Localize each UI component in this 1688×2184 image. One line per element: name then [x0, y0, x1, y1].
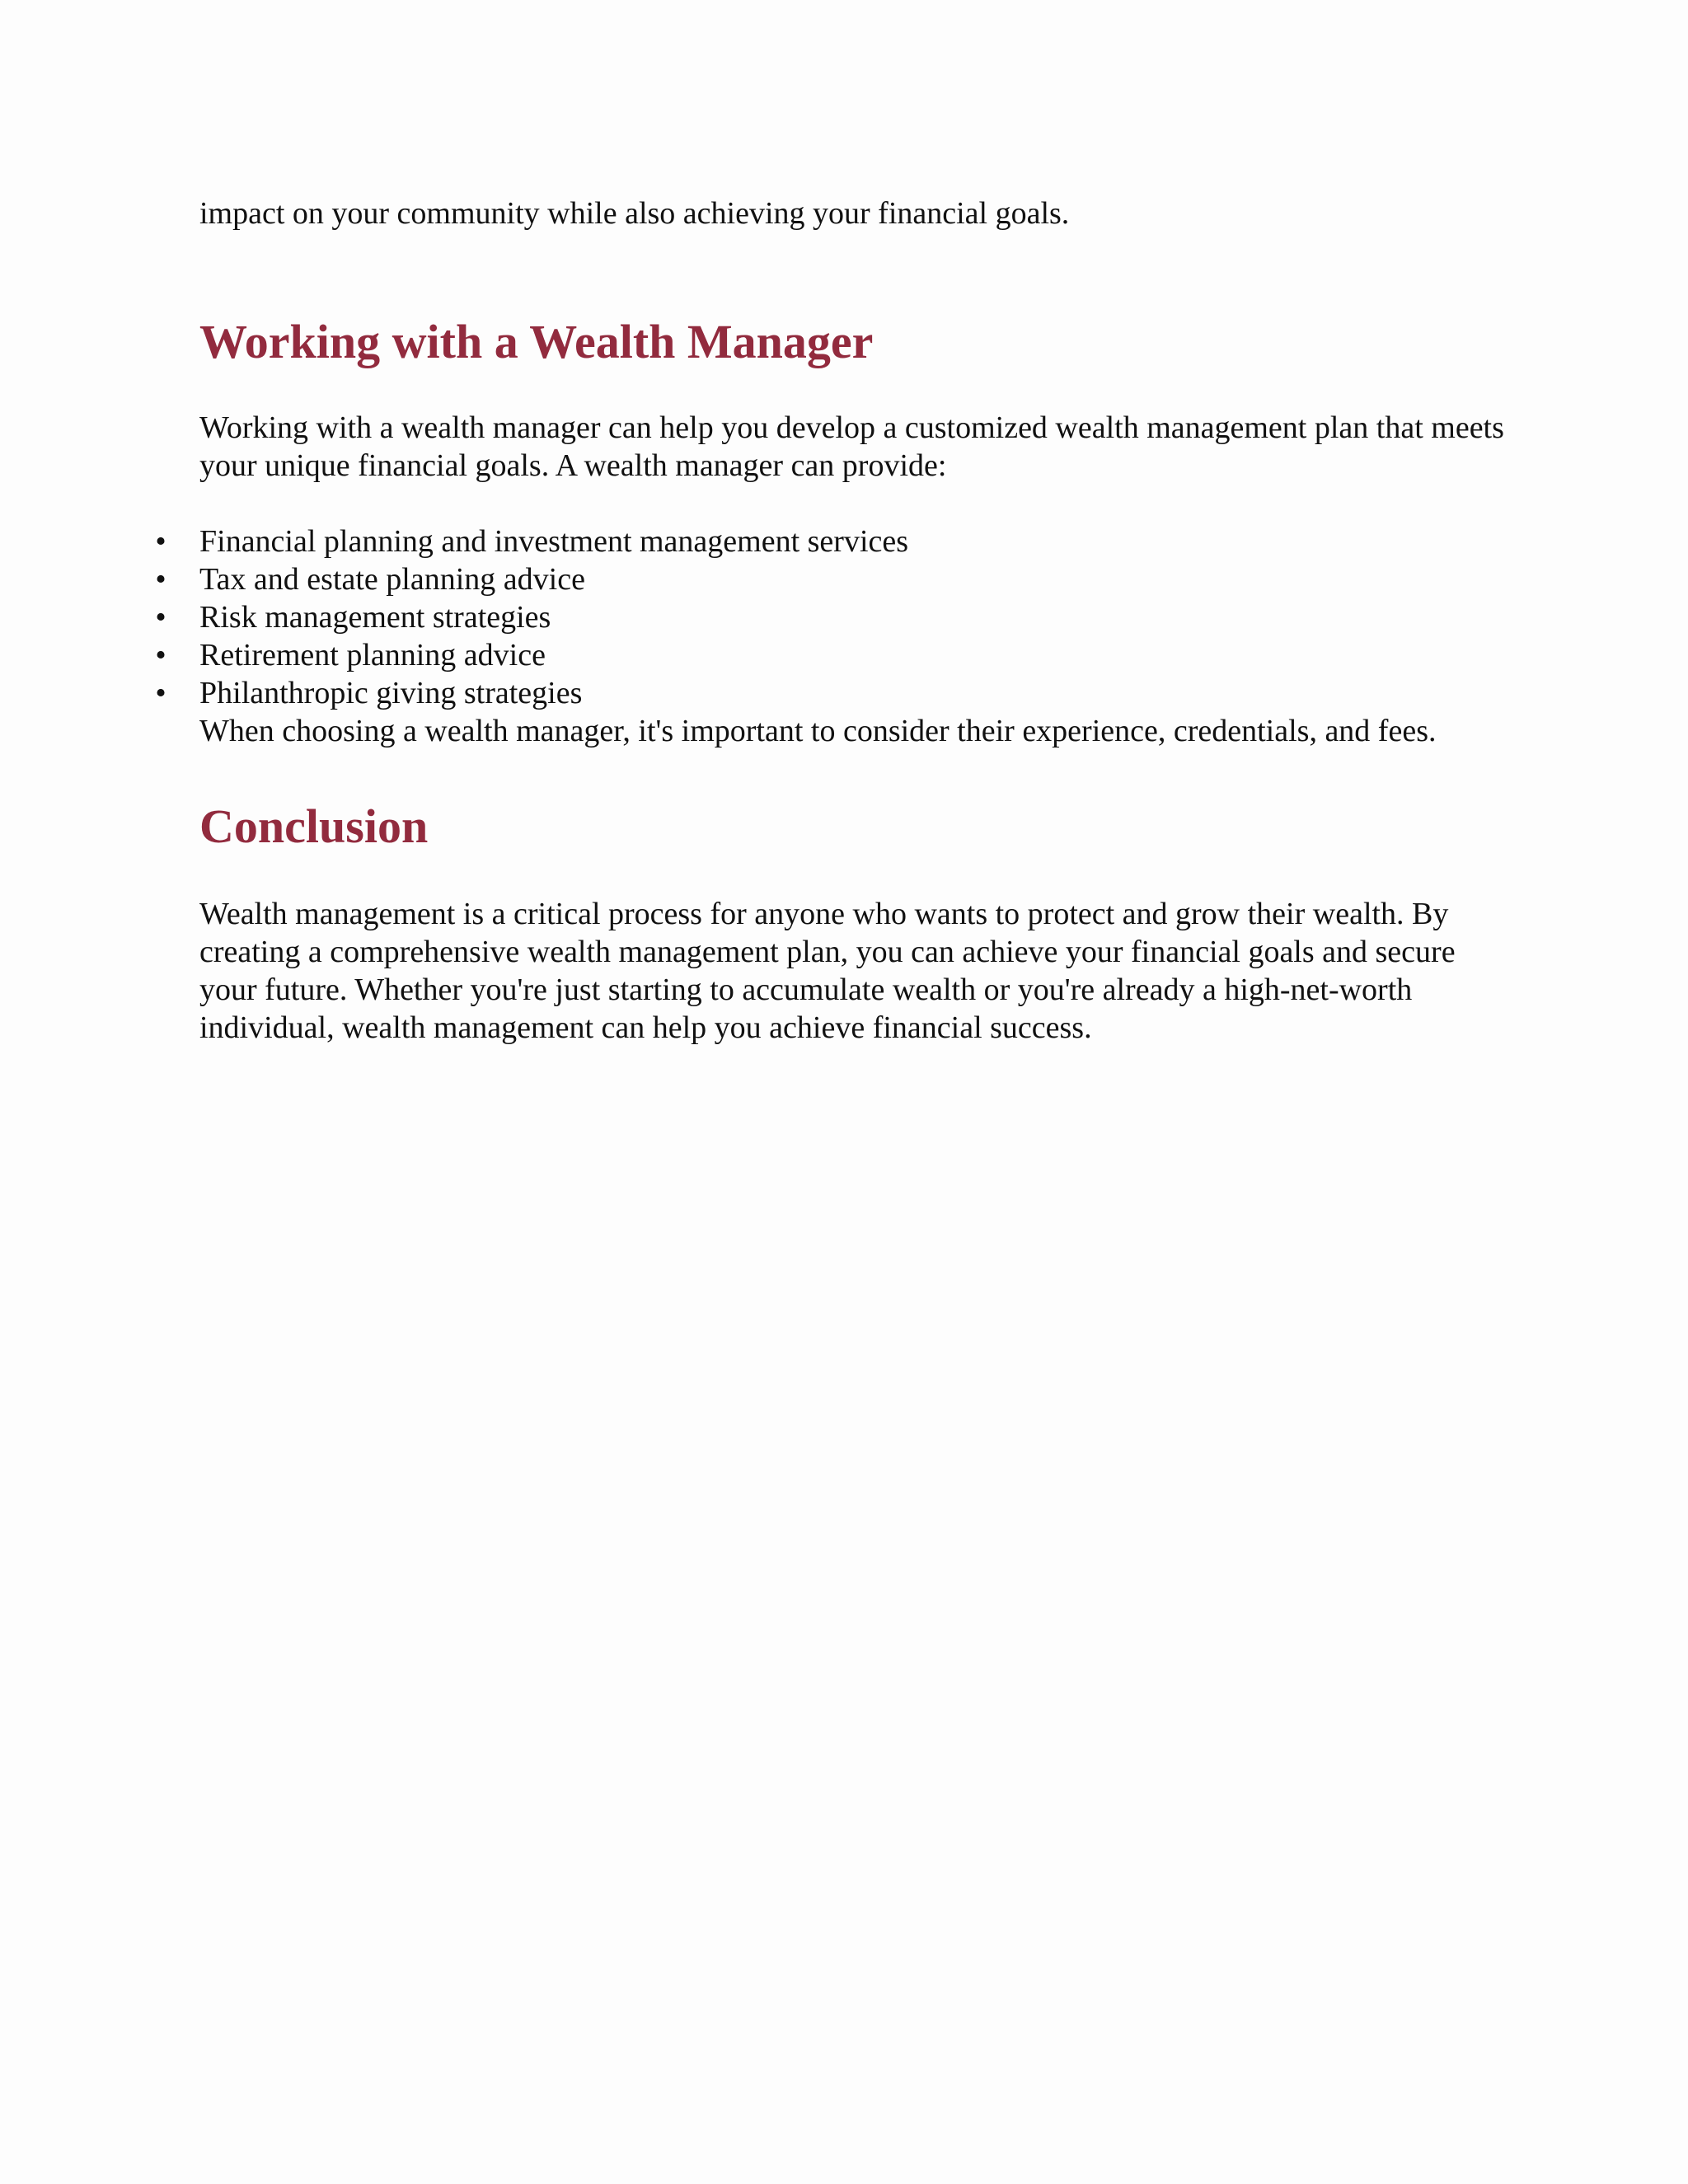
list-item-text: Philanthropic giving strategies	[199, 676, 583, 710]
list-item	[155, 560, 1518, 598]
list-item-text: Tax and estate planning advice	[199, 562, 585, 597]
bullet-icon: •	[155, 600, 166, 635]
bullet-icon: •	[155, 676, 166, 710]
bullet-icon: •	[155, 524, 166, 559]
list-item	[155, 636, 1518, 674]
conclusion-paragraph: Wealth management is a critical process for anyone who wants to protect and grow their wealth. By creating a comprehensive wealth management plan, you can achieve your financial goals and secure your future. Whether you're just starting to accumulate wealth or you're already a high-net-worth individual, wealth management can help you achieve financial success.	[199, 897, 1456, 1045]
wealth-manager-paragraph: Working with a wealth manager can help you develop a customized wealth management plan that meets your unique financial goals. A wealth manager can provide:	[199, 410, 1504, 483]
bullet-icon: •	[155, 638, 166, 673]
intro-continuation-paragraph: impact on your community while also achieving your financial goals.	[199, 196, 1070, 231]
list-item-text: Financial planning and investment management services	[199, 524, 909, 559]
document-body	[155, 194, 1518, 1047]
section-heading-conclusion: Conclusion	[199, 799, 429, 853]
list-item-text: Risk management strategies	[199, 600, 551, 635]
section-heading-wealth-manager: Working with a Wealth Manager	[199, 315, 874, 368]
choosing-wealth-manager-paragraph: When choosing a wealth manager, it's important to consider their experience, credentials, and fees.	[199, 714, 1437, 748]
bullet-icon: •	[155, 562, 166, 597]
list-item-text: Retirement planning advice	[199, 638, 546, 673]
list-item	[155, 523, 1518, 560]
list-item	[155, 674, 1518, 712]
services-list	[155, 523, 1518, 712]
list-item	[155, 598, 1518, 636]
